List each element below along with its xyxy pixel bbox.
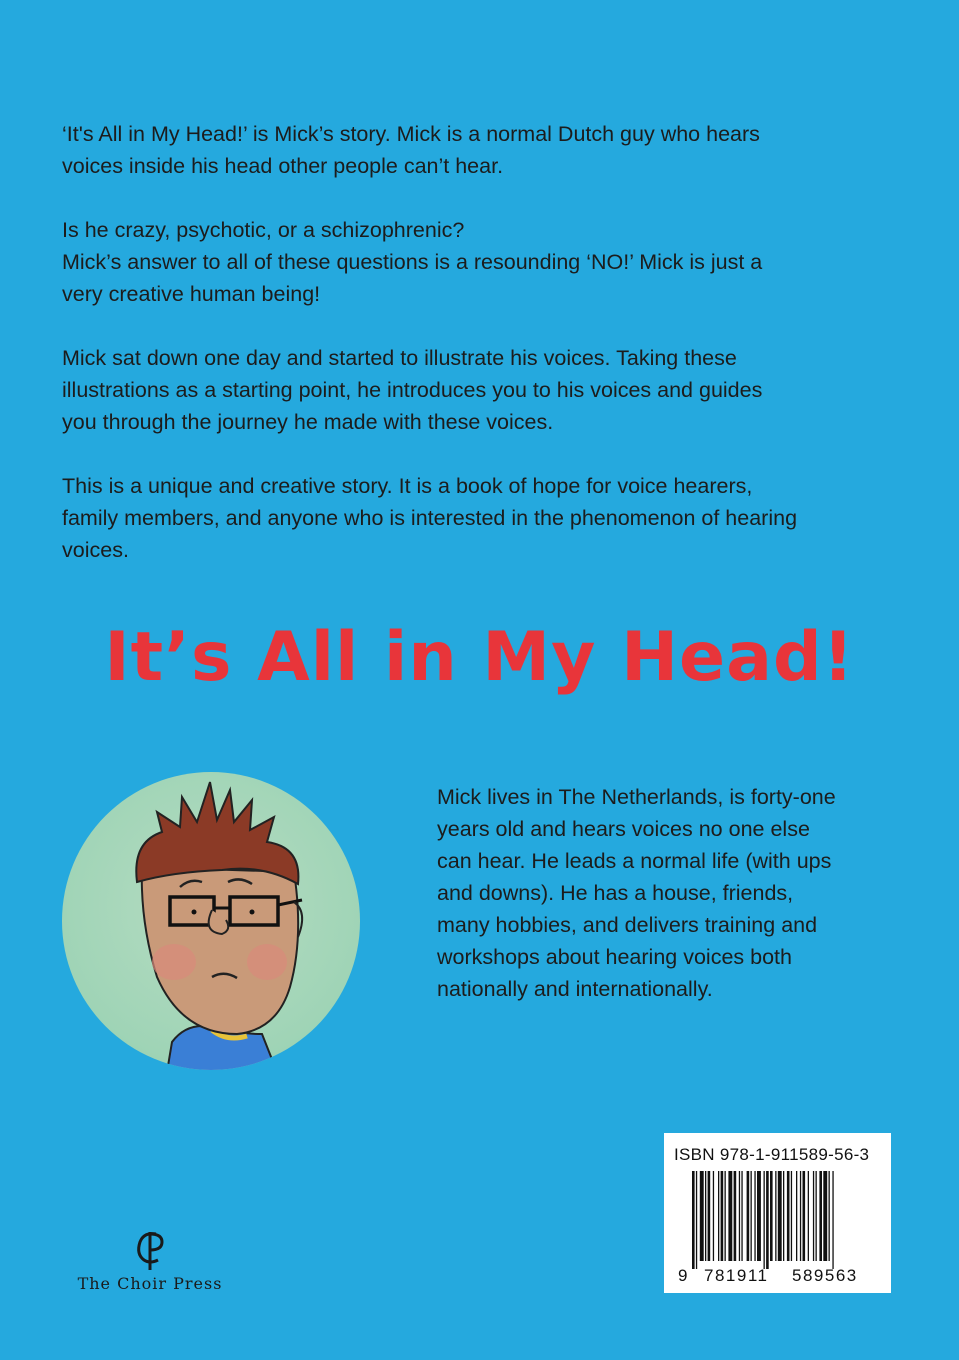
blurb-line: ‘It's All in My Head!’ is Mick’s story. Mick is a normal Dutch guy who hears bbox=[62, 122, 760, 146]
bio-line: many hobbies, and delivers training and bbox=[437, 913, 818, 937]
barcode-digit-first: 9 bbox=[678, 1266, 689, 1285]
bio-line: and downs). He has a house, friends, bbox=[437, 881, 794, 905]
blurb-line: voices. bbox=[62, 538, 129, 562]
bio-line: can hear. He leads a normal life (with ups bbox=[437, 849, 832, 873]
back-cover-blurb bbox=[62, 118, 902, 598]
blurb-line: you through the journey he made with these voices. bbox=[62, 410, 554, 434]
isbn-label: ISBN 978-1-911589-56-3 bbox=[674, 1145, 870, 1164]
book-title: It’s All in My Head! bbox=[104, 618, 855, 697]
barcode-digits-right: 589563 bbox=[792, 1266, 858, 1285]
bio-line: workshops about hearing voices both bbox=[437, 945, 792, 969]
blurb-line: illustrations as a starting point, he introduces you to his voices and guides bbox=[62, 378, 763, 402]
blurb-paragraph-4 bbox=[62, 470, 902, 566]
bio-line: years old and hears voices no one else bbox=[437, 817, 810, 841]
bio-line: nationally and internationally. bbox=[437, 977, 713, 1001]
publisher-logo bbox=[60, 1228, 240, 1300]
blurb-paragraph-2 bbox=[62, 214, 902, 310]
barcode-digits-left: 781911 bbox=[704, 1266, 769, 1285]
barcode-icon bbox=[692, 1171, 872, 1269]
blurb-line: very creative human being! bbox=[62, 282, 321, 306]
choir-press-logo-icon bbox=[130, 1228, 170, 1272]
blurb-line: Mick’s answer to all of these questions is a resounding ‘NO!’ Mick is just a bbox=[62, 250, 763, 274]
isbn-barcode bbox=[664, 1133, 891, 1293]
bio-line: Mick lives in The Netherlands, is forty-one bbox=[437, 785, 836, 809]
blurb-line: Mick sat down one day and started to illustrate his voices. Taking these bbox=[62, 346, 737, 370]
blurb-paragraph-1 bbox=[62, 118, 902, 182]
author-portrait bbox=[62, 772, 360, 1070]
author-bio bbox=[437, 781, 897, 1005]
blurb-line: This is a unique and creative story. It is a book of hope for voice hearers, bbox=[62, 474, 753, 498]
blurb-paragraph-3 bbox=[62, 342, 902, 438]
publisher-name: The Choir Press bbox=[77, 1274, 223, 1293]
cartoon-boy-with-glasses-icon bbox=[62, 772, 360, 1070]
blurb-line: Is he crazy, psychotic, or a schizophrenic? bbox=[62, 218, 465, 242]
blurb-line: family members, and anyone who is interested in the phenomenon of hearing bbox=[62, 506, 798, 530]
blurb-line: voices inside his head other people can’t hear. bbox=[62, 154, 504, 178]
